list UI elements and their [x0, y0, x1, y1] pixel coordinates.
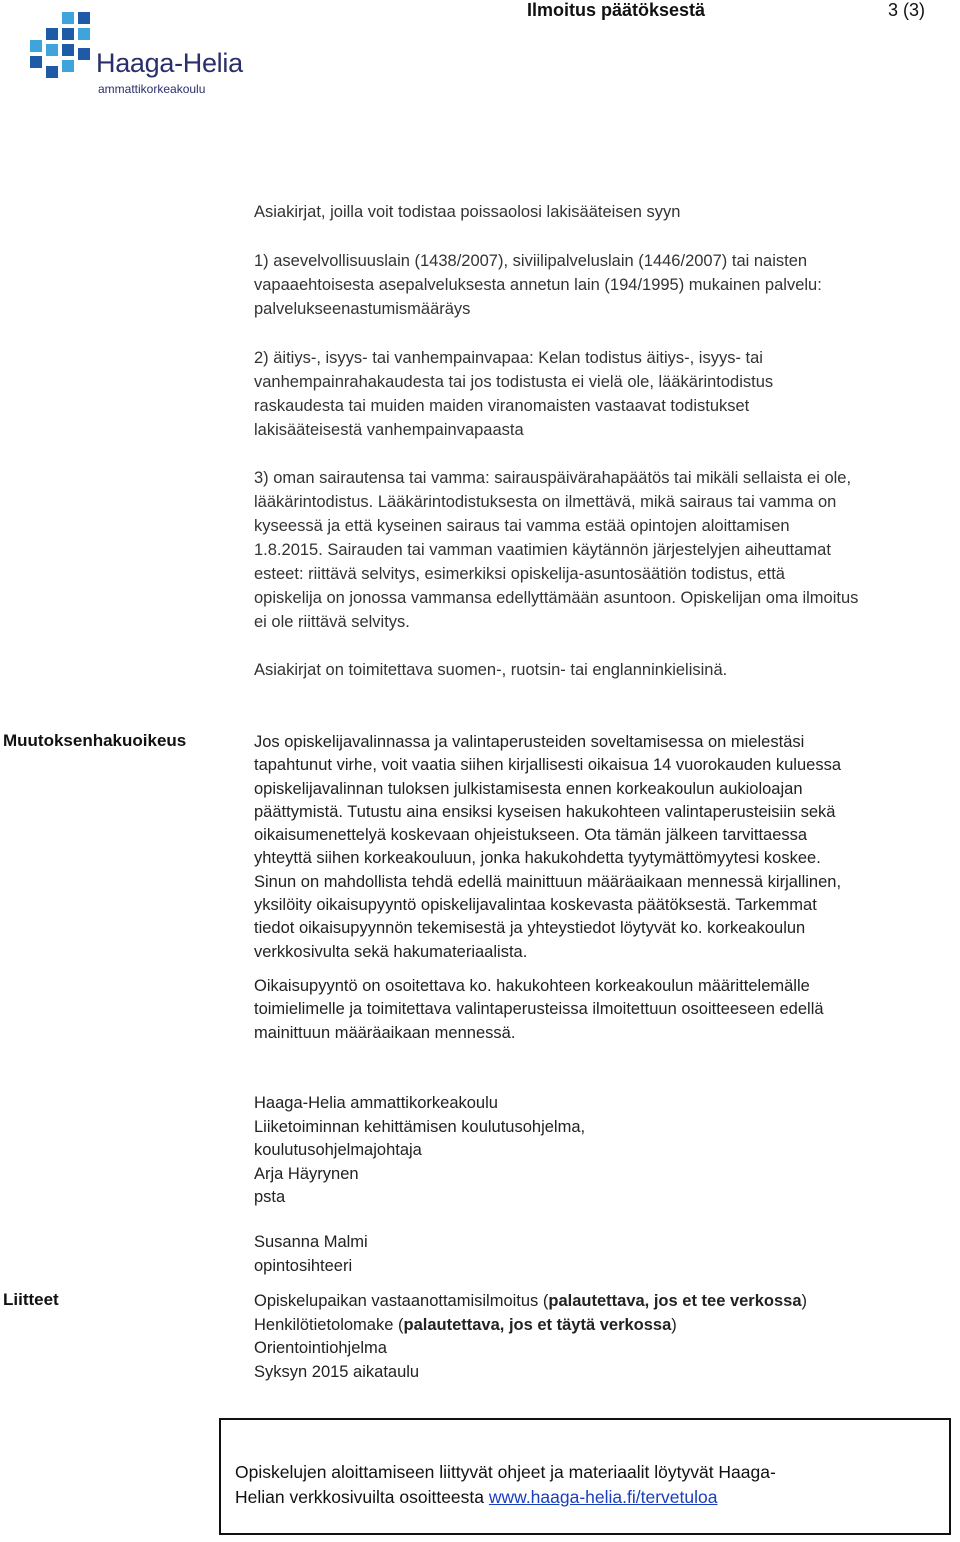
documents-item-2: 2) äitiys-, isyys- tai vanhempainvapaa: Kelan todistus äitiys-, isyys- tai vanhempainrahakaudesta tai jos todistusta ei vielä ole, lääkärintodistus raskaudesta tai muiden maiden viranomaisten vastaavat todistukset lakisääteisestä vanhempainvapaasta — [254, 349, 774, 439]
signature-block-2: Susanna Malmi opintosihteeri — [254, 1233, 368, 1275]
attachment-item: Orientointiohjelma — [254, 1339, 387, 1357]
logo-name: Haaga-Helia — [96, 48, 243, 78]
documents-heading: Asiakirjat, joilla voit todistaa poissaolosi lakisääteisen syyn — [254, 203, 681, 221]
attachments-list — [254, 1290, 807, 1384]
documents-item-1: 1) asevelvollisuuslain (1438/2007), siviilipalveluslain (1446/2007) tai naisten vapaaehtoisesta asepalveluksesta annetun lain (194/1995) mukainen palvelu: palvelukseenastumismääräys — [254, 252, 822, 318]
appeal-paragraph-1: Jos opiskelijavalinnassa ja valintaperusteiden soveltamisessa on mielestäsi tapahtunut virhe, voit vaatia siihen kirjallisesti oikaisua 14 vuorokauden kuluessa opiskelijavalinnan tuloksen julkistamisesta ennen korkeakoulun aukioloajan päättymistä. Tutustu aina ensiksi kyseisen hakukohteen valintaperusteisiin sekä oikaisumenettelyä koskevaan ohjeistukseen. Ota tämän jälkeen tarvittaessa yhteyttä siihen korkeakouluun, jonka hakukohdetta tyytymättömyytesi koskee. Sinun on mahdollista tehdä edellä mainittuun määräaikaan mennessä kirjallinen, yksilöity oikaisupyyntö opiskelijavalintaa koskevasta päätöksestä. Tarkemmat tiedot oikaisupyynnön tekemisestä ja yhteystiedot löytyvät ko. korkeakoulun verkkosivulta sekä hakumateriaalista. — [254, 733, 842, 961]
documents-language-note: Asiakirjat on toimitettava suomen-, ruotsin- tai englanninkielisinä. — [254, 661, 728, 679]
attachment-item: Syksyn 2015 aikataulu — [254, 1362, 420, 1381]
attachment-item: Opiskelupaikan vastaanottamisilmoitus (palautettava, jos et tee verkossa) — [254, 1292, 808, 1310]
attachments-label: Liitteet — [3, 1290, 59, 1309]
attachment-item: Henkilötietolomake (palautettava, jos et täytä verkossa) — [254, 1315, 677, 1334]
info-box — [219, 1418, 951, 1535]
info-box-text: Opiskelujen aloittamiseen liittyvät ohjeet ja materiaalit löytyvät Haaga- Helian verkkosivuilta osoitteesta www.haaga-helia.fi/tervetuloa — [235, 1462, 776, 1507]
documents-item-3: 3) oman sairautensa tai vamma: sairauspäivärahapäätös tai mikäli sellaista ei ole, lääkärintodistus. Lääkärintodistuksesta on ilmettävä, mikä sairaus tai vamma on kyseessä ja että kyseinen sairaus tai vamma estää opintojen aloittamisen 1.8.2015. Sairauden tai vamman vaatimien käytännön järjestelyjen aiheuttamat esteet: riittävä selvitys, esimerkiksi opiskelija-asuntosäätiön todistus, että opiskelija on jonossa vammansa edellyttämään asuntoon. Opiskelijan oma ilmoitus ei ole riittävä selvitys. — [254, 469, 859, 631]
tervetuloa-link[interactable]: www.haaga-helia.fi/tervetuloa — [488, 1487, 718, 1507]
document-title: Ilmoitus päätöksestä — [527, 0, 706, 20]
signature-block: Haaga-Helia ammattikorkeakoulu Liiketoiminnan kehittämisen koulutusohjelma, koulutusohjelmajohtaja Arja Häyrynen psta — [254, 1094, 586, 1206]
page-number: 3 (3) — [888, 0, 926, 20]
logo-subtitle: ammattikorkeakoulu — [98, 82, 206, 96]
appeal-label: Muutoksenhakuoikeus — [3, 731, 187, 750]
appeal-paragraph-2: Oikaisupyyntö on osoitettava ko. hakukohteen korkeakoulun määrittelemälle toimielimelle ja toimitettava valintaperusteissa ilmoitettuun osoitteeseen edellä mainittuun määräaikaan mennessä. — [254, 977, 824, 1042]
